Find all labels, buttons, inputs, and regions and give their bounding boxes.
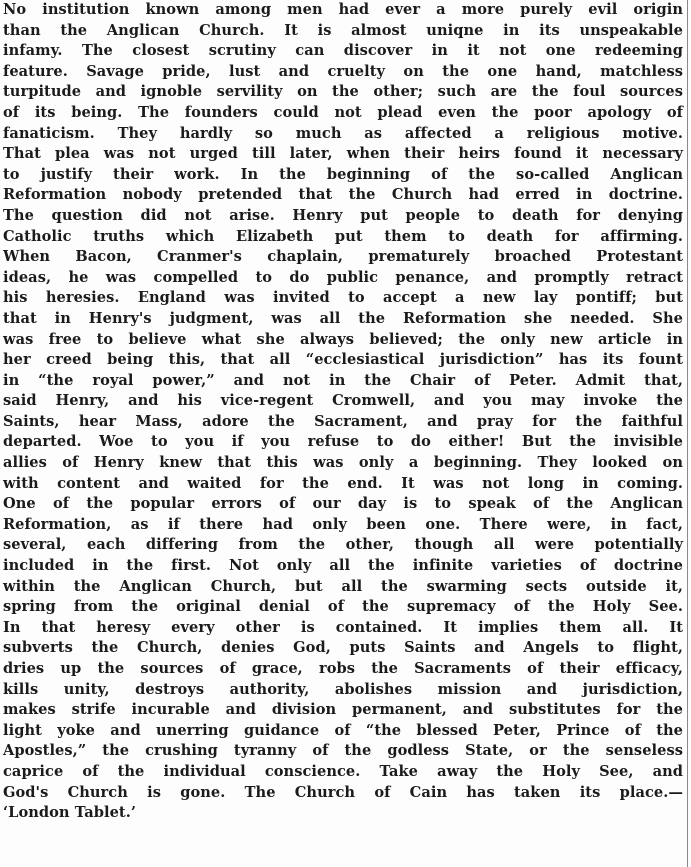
article-line: with content and waited for the end. It was not long in coming.: [3, 474, 683, 492]
article-line: within the Anglican Church, but all the swarming sects outside it,: [3, 577, 683, 595]
article-line: In that heresy every other is contained. It implies them all. It: [3, 618, 683, 636]
article-line: several, each differing from the other, though all were potentially: [3, 536, 683, 554]
article-line: his heresies. England was invited to accept a new lay pontiff; but: [3, 289, 683, 307]
article-line: allies of Henry knew that this was only a beginning. They looked on: [3, 454, 683, 472]
article-body: [3, 0, 683, 824]
article-line: included in the first. Not only all the infinite varieties of doctrine: [3, 557, 683, 575]
article-line: to justify their work. In the beginning of the so-called Anglican: [3, 165, 683, 183]
article-line: feature. Savage pride, lust and cruelty on the one hand, matchless: [3, 62, 683, 80]
article-line: dries up the sources of grace, robs the Sacraments of their efficacy,: [3, 660, 683, 677]
article-line: spring from the original denial of the supremacy of the Holy See.: [3, 598, 683, 616]
article-line: No institution known among men had ever a more purely evil origin: [3, 1, 683, 18]
article-line: in “the royal power,” and not in the Chair of Peter. Admit that,: [3, 371, 683, 389]
article-line: was free to believe what she always believed; the only new article in: [3, 330, 683, 348]
article-line: That plea was not urged till later, when their heirs found it necessary: [3, 145, 683, 163]
article-line: turpitude and ignoble servility on the other; such are the foul sources: [3, 83, 683, 101]
article-line: Reformation nobody pretended that the Church had erred in doctrine.: [3, 186, 683, 204]
article-line: departed. Woe to you if you refuse to do either! But the invisible: [3, 433, 683, 451]
article-line: than the Anglican Church. It is almost uniqne in its unspeakable: [3, 21, 683, 39]
article-line: caprice of the individual conscience. Take away the Holy See, and: [3, 762, 683, 780]
article-line: her creed being this, that all “ecclesiastical jurisdiction” has its fount: [3, 351, 683, 369]
article-source-credit: ‘London Tablet.’: [3, 804, 136, 822]
article-line: of its being. The founders could not plead even the poor apology of: [3, 103, 683, 121]
article-line: Saints, hear Mass, adore the Sacrament, and pray for the faithful: [3, 412, 683, 430]
article-line: ideas, he was compelled to do public penance, and promptly retract: [3, 268, 683, 286]
article-line: When Bacon, Cranmer's chaplain, prematurely broached Protestant: [3, 248, 683, 266]
article-line: God's Church is gone. The Church of Cain has taken its place.—: [3, 783, 683, 801]
article-line: light yoke and unerring guidance of “the blessed Peter, Prince of the: [3, 721, 683, 739]
article-line: infamy. The closest scrutiny can discover in it not one redeeming: [3, 42, 683, 60]
article-line: subverts the Church, denies God, puts Saints and Angels to flight,: [3, 639, 683, 657]
article-line: said Henry, and his vice-regent Cromwell, and you may invoke the: [3, 392, 683, 410]
article-line: makes strife incurable and division permanent, and substitutes for the: [3, 701, 683, 719]
article-line: kills unity, destroys authority, abolishes mission and jurisdiction,: [3, 680, 683, 698]
article-line: One of the popular errors of our day is to speak of the Anglican: [3, 495, 683, 513]
article-line: Apostles,” the crushing tyranny of the godless State, or the senseless: [3, 742, 683, 760]
article-line: The question did not arise. Henry put people to death for denying: [3, 206, 683, 224]
article-line: fanaticism. They hardly so much as affected a religious motive.: [3, 124, 683, 142]
article-line: that in Henry's judgment, was all the Reformation she needed. She: [3, 309, 683, 327]
article-line: Catholic truths which Elizabeth put them to death for affirming.: [3, 227, 683, 245]
article-line: Reformation, as if there had only been one. There were, in fact,: [3, 515, 683, 533]
column-rule: [687, 0, 688, 867]
